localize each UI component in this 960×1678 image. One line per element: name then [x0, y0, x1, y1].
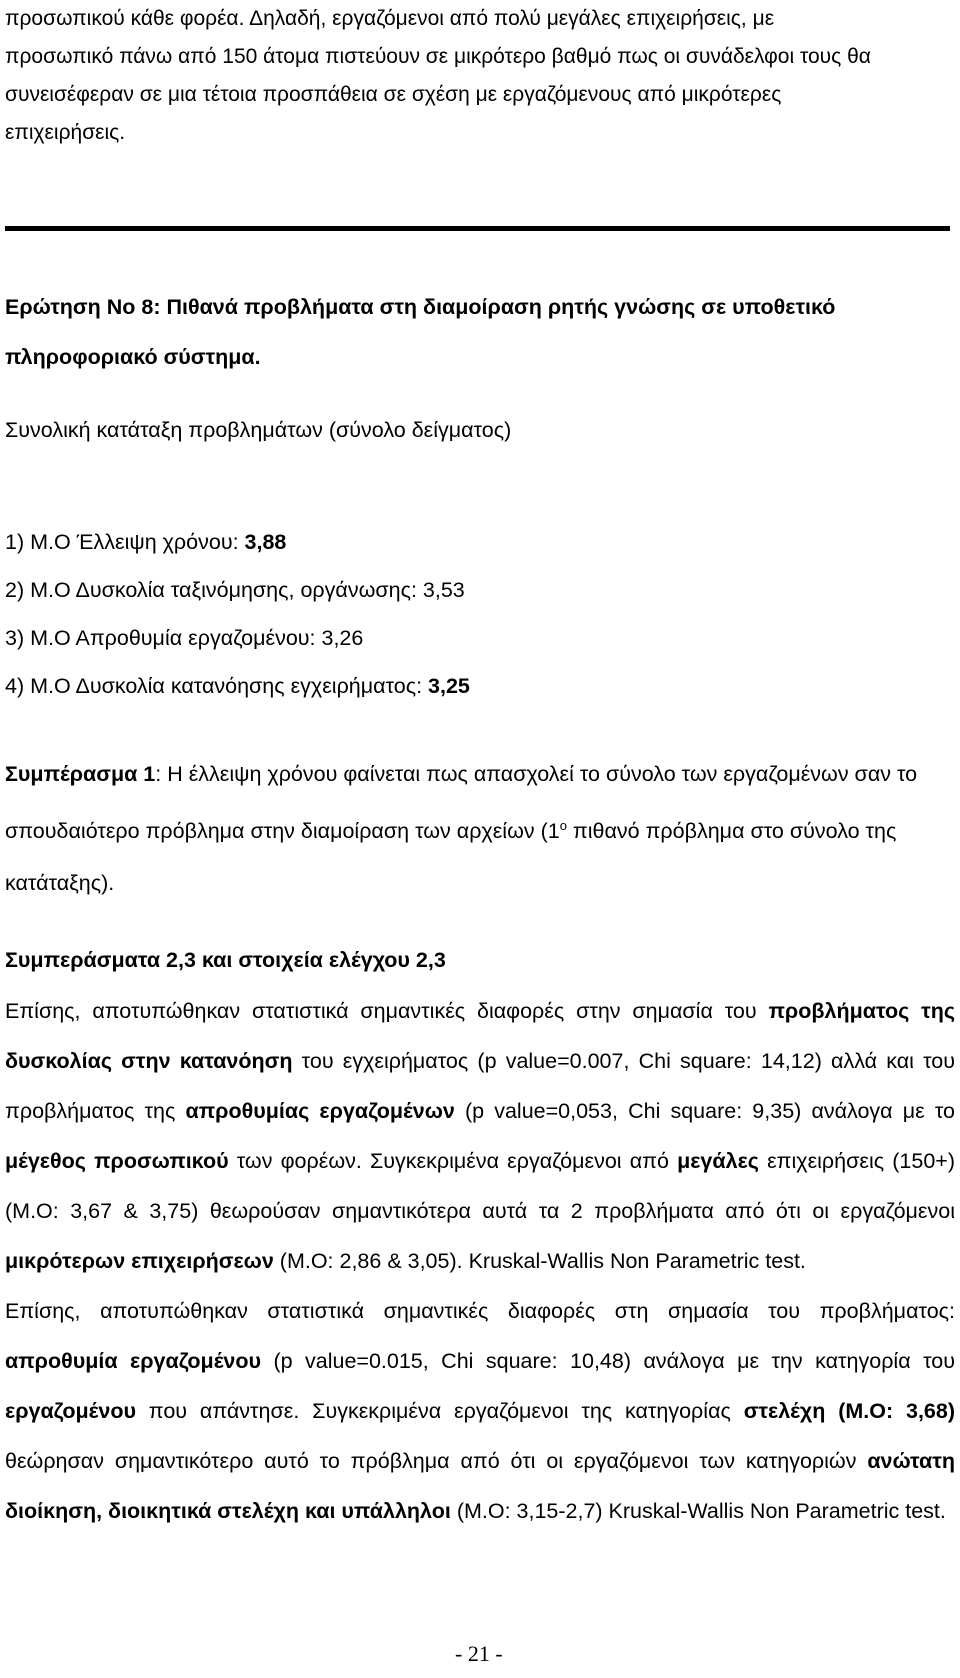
text-run: των φορέων. Συγκεκριμένα εργαζόμενοι από: [228, 1149, 678, 1173]
ranking-label: 2) Μ.Ο Δυσκολία ταξινόμησης, οργάνωσης: 3,53: [5, 578, 465, 602]
ranking-subheading: Συνολική κατάταξη προβλημάτων (σύνολο δείγματος): [5, 418, 512, 442]
bold-run: εργαζομένου: [5, 1399, 136, 1423]
bold-run: απροθυμία εργαζομένου: [5, 1349, 261, 1373]
findings-paragraph-1: [5, 986, 955, 1286]
bold-run: ανώτατη διοίκηση, διοικητικά στελέχη και υπάλληλοι: [5, 1449, 955, 1523]
text-run: επιχειρήσεις (150+) (Μ.Ο: 3,67 & 3,75) θεωρούσαν σημαντικότερα αυτά τα 2 προβλήματα από ότι οι εργαζόμενοι: [5, 1149, 955, 1223]
intro-line: επιχειρήσεις.: [5, 121, 126, 144]
text-run: Επίσης, αποτυπώθηκαν στατιστικά σημαντικές διαφορές στην σημασία του: [5, 999, 769, 1023]
ranking-list: [5, 518, 470, 710]
text-run: (p value=0,053, Chi square: 9,35) ανάλογα με το: [454, 1099, 955, 1123]
findings-paragraph-2: [5, 1286, 955, 1536]
intro-paragraph: [5, 0, 955, 152]
ranking-item: [5, 566, 470, 614]
bold-run: μεγάλες: [677, 1149, 759, 1173]
ranking-label: 3) Μ.Ο Απροθυμία εργαζομένου: 3,26: [5, 626, 364, 650]
ranking-item: [5, 614, 470, 662]
ranking-value: 3,88: [244, 530, 287, 554]
text-run: του εγχειρήματος (p value=0.007, Chi square: 14,12) αλλά και του προβλήματος της: [5, 1049, 955, 1123]
bold-run: μέγεθος προσωπικού: [5, 1149, 229, 1173]
intro-line: συνεισέφεραν σε μια τέτοια προσπάθεια σε σχέση με εργαζόμενους από μικρότερες: [5, 83, 782, 106]
text-run: που απάντησε. Συγκεκριμένα εργαζόμενοι της κατηγορίας: [135, 1399, 744, 1423]
bold-run: μικρότερων επιχειρήσεων: [5, 1249, 274, 1273]
findings-body: [5, 986, 955, 1536]
ranking-label: 1) Μ.Ο Έλλειψη χρόνου:: [5, 530, 245, 554]
text-run: (Μ.Ο: 3,15-2,7) Kruskal-Wallis Non Parametric test.: [450, 1499, 946, 1523]
conclusion-1-text: : Η έλλειψη χρόνου φαίνεται πως απασχολεί το σύνολο των εργαζομένων σαν το σπουδαιότερο πρόβλημα στην διαμοίραση των αρχείων (1: [5, 762, 918, 844]
page-number: - 21 -: [455, 1641, 503, 1666]
ordinal-superscript: ο: [559, 818, 567, 833]
ranking-value: 3,25: [428, 674, 470, 698]
conclusion-1-title: Συμπέρασμα 1: [5, 762, 156, 786]
bold-run: στελέχη (Μ.Ο: 3,68): [743, 1399, 955, 1423]
conclusion-1-text: πιθανό πρόβλημα στο σύνολο της κατάταξης).: [5, 819, 897, 896]
text-run: (Μ.Ο: 2,86 & 3,05). Kruskal-Wallis Non Parametric test.: [273, 1249, 806, 1273]
bold-run: απροθυμίας εργαζομένων: [185, 1099, 455, 1123]
ranking-item: [5, 518, 470, 566]
conclusion-1-paragraph: [5, 748, 955, 909]
ranking-item: [5, 662, 470, 710]
conclusions-heading: Συμπεράσματα 2,3 και στοιχεία ελέγχου 2,3: [5, 948, 446, 972]
question-title: Ερώτηση Νο 8: Πιθανά προβλήματα στη διαμοίραση ρητής γνώσης σε υποθετικό πληροφοριακό σύστημα.: [5, 295, 836, 369]
section-divider: [5, 226, 950, 231]
intro-line: προσωπικού κάθε φορέα. Δηλαδή, εργαζόμενοι από πολύ μεγάλες επιχειρήσεις, με: [5, 7, 775, 30]
intro-line: προσωπικό πάνω από 150 άτομα πιστεύουν σε μικρότερο βαθμό πως οι συνάδελφοι τους θα: [5, 45, 871, 68]
ranking-label: 4) Μ.Ο Δυσκολία κατανόησης εγχειρήματος:: [5, 674, 429, 698]
text-run: θεώρησαν σημαντικότερο αυτό το πρόβλημα από ότι οι εργαζόμενοι των κατηγοριών: [5, 1449, 868, 1473]
text-run: (p value=0.015, Chi square: 10,48) ανάλογα με την κατηγορία του: [261, 1349, 955, 1373]
text-run: Επίσης, αποτυπώθηκαν στατιστικά σημαντικές διαφορές στη σημασία του προβλήματος:: [5, 1299, 955, 1323]
bold-run: προβλήματος της δυσκολίας στην κατανόηση: [5, 999, 956, 1073]
